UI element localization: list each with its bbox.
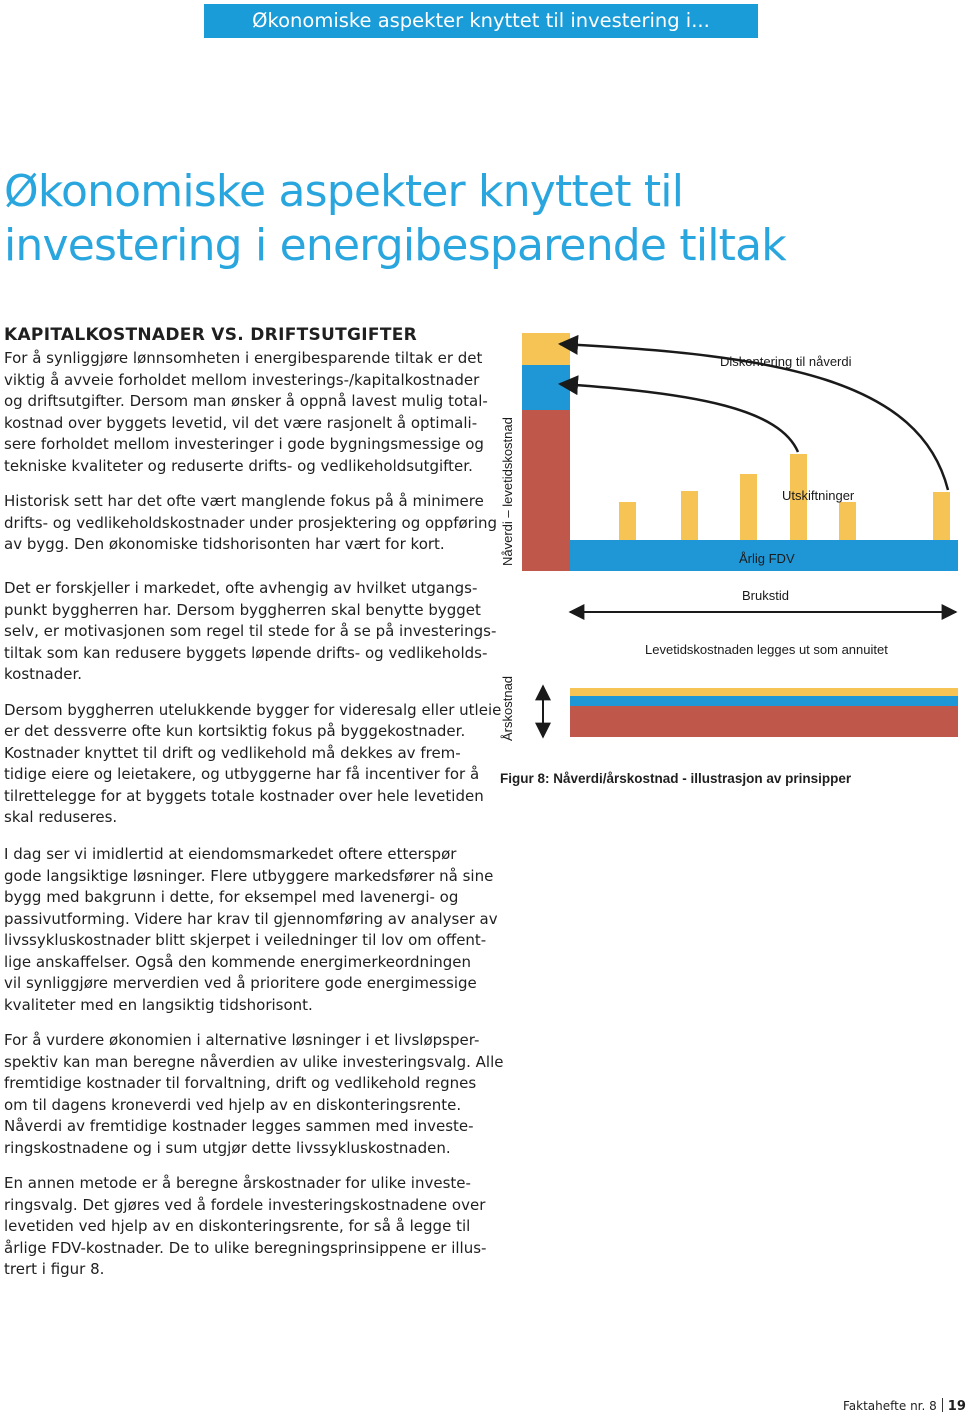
annual-cost-bar: [681, 491, 698, 540]
text-line: om til dagens kroneverdi ved hjelp av en diskonteringsrente.: [4, 1095, 462, 1114]
naverdi-label: Nåverdi – levetidskostnad: [500, 417, 515, 566]
text-line: lige anskaffelser. Også den kommende energimerkeordningen: [4, 952, 471, 971]
text-line: kostnad over byggets levetid, vil det være rasjonelt å optimali-: [4, 413, 478, 432]
arskostnad-label: Årskostnad: [500, 675, 515, 741]
text-line: og driftsutgifter. Dersom man ønsker å oppnå lavest mulig total-: [4, 392, 488, 410]
diskontering-label: Diskontering til nåverdi: [720, 354, 852, 369]
annual-cost-bar: [933, 492, 950, 540]
paragraph: [4, 1173, 487, 1281]
section-heading: KAPITALKOSTNADER VS. DRIFTSUTGIFTER: [4, 325, 418, 345]
text-line: tiltak som kan redusere byggets løpende drifts- og vedlikeholds-: [4, 643, 488, 662]
annual-cost-bar: [619, 502, 636, 540]
text-line: tidige eiere og leietakere, og utbyggerne har få incentiver for å: [4, 765, 480, 783]
text-line: drifts- og vedlikeholdskostnader under prosjektering og oppføring: [4, 513, 498, 532]
annual-cost-bar: [740, 474, 757, 540]
publication-name: Faktahefte nr. 8: [843, 1399, 937, 1413]
text-column-bottom: [4, 844, 504, 1295]
text-line: En annen metode er å beregne årskostnader for ulike investe-: [4, 1174, 471, 1192]
text-line: livssykluskostnader blitt skjerpet i veiledninger til lov om offent-: [4, 931, 487, 949]
text-line: sere forholdet mellom investeringer i gode bygningsmessige og: [4, 435, 484, 453]
text-line: punkt byggherren har. Dersom byggherren skal benytte bygget: [4, 600, 481, 619]
text-line: gode langsiktige løsninger. Flere utbyggere markedsfører nå sine: [4, 866, 494, 885]
figure-caption: Figur 8: Nåverdi/årskostnad - illustrasjon av prinsipper: [500, 771, 852, 786]
footer-divider: [942, 1398, 943, 1412]
page-footer: [843, 1398, 966, 1414]
text-line: For å synliggjøre lønnsomheten i energibesparende tiltak er det: [4, 349, 483, 367]
text-line: fremtidige kostnader til forvaltning, drift og vedlikehold regnes: [4, 1074, 477, 1092]
text-line: av bygg. Den økonomiske tidshorisonten har vært for kort.: [4, 535, 445, 553]
text-line: tilrettelegge for at byggets totale kostnader over hele levetiden: [4, 786, 484, 805]
text-line: Historisk sett har det ofte vært manglende fokus på å minimere: [4, 492, 484, 510]
discount-arrow-inner: [560, 384, 798, 452]
page-title-line: Økonomiske aspekter knyttet til: [4, 166, 684, 217]
text-line: Det er forskjeller i markedet, ofte avhengig av hvilket utgangs-: [4, 579, 478, 597]
text-line: bygg med bakgrunn i dette, for eksempel med lavenergi- og: [4, 888, 459, 906]
text-line: trert i figur 8.: [4, 1260, 105, 1278]
text-line: kostnader.: [4, 665, 83, 683]
text-line: spektiv kan man beregne nåverdien av ulike investeringsvalg. Alle: [4, 1052, 504, 1071]
bar-replacement-segment: [522, 365, 570, 410]
text-line: I dag ser vi imidlertid at eiendomsmarkedet oftere etterspør: [4, 845, 457, 863]
annuity-red-layer: [570, 706, 958, 737]
arlig-fdv-label: Årlig FDV: [739, 551, 795, 566]
text-line: ringsvalg. Det gjøres ved å fordele investeringskostnadene over: [4, 1195, 486, 1214]
page-title-line: investering i energibesparende tiltak: [4, 220, 786, 271]
text-line: viktig å avveie forholdet mellom investerings-/kapitalkostnader: [4, 370, 480, 389]
utskiftninger-label: Utskiftninger: [782, 488, 855, 503]
text-line: passivutforming. Videre har krav til gjennomføring av analyser av: [4, 909, 498, 928]
bar-fdv-segment: [522, 333, 570, 365]
page-number: 19: [947, 1399, 966, 1414]
annuitet-label: Levetidskostnaden legges ut som annuitet: [645, 642, 888, 657]
annuity-blue-layer: [570, 696, 958, 706]
text-line: kvaliteter med en langsiktig tidshorisont.: [4, 995, 313, 1014]
annual-cost-bar: [839, 502, 856, 540]
paragraph: [4, 1030, 504, 1159]
text-line: er det dessverre ofte kun kortsiktig fokus på byggekostnader.: [4, 722, 466, 740]
text-line: Nåverdi av fremtidige kostnader legges sammen med investe-: [4, 1117, 474, 1135]
text-line: Dersom byggherren utelukkende bygger for videresalg eller utleie: [4, 700, 502, 719]
text-line: skal reduseres.: [4, 808, 118, 826]
annuity-yellow-layer: [570, 688, 958, 696]
text-line: vil synliggjøre merverdien ved å prioritere gode energimessige: [4, 974, 477, 992]
brukstid-label: Brukstid: [742, 588, 789, 603]
running-header: Økonomiske aspekter knyttet til investering i...: [204, 4, 758, 38]
text-line: ringskostnadene og i sum utgjør dette livssykluskostnaden.: [4, 1138, 451, 1157]
text-line: For å vurdere økonomien i alternative løsninger i et livsløpsper-: [4, 1031, 480, 1049]
text-line: levetiden ved hjelp av en diskonteringsrente, for så å legge til: [4, 1217, 471, 1235]
paragraph: [4, 844, 498, 1016]
text-line: selv, er motivasjonen som regel til stede for å se på investerings-: [4, 622, 497, 640]
text-line: årlige FDV-kostnader. De to ulike beregningsprinsippene er illus-: [4, 1238, 487, 1257]
text-line: Kostnader knyttet til drift og vedlikehold må dekkes av frem-: [4, 743, 461, 762]
text-line: tekniske kvaliteter og reduserte drifts- og vedlikeholdsutgifter.: [4, 456, 473, 475]
bar-capital-segment: [522, 410, 570, 571]
